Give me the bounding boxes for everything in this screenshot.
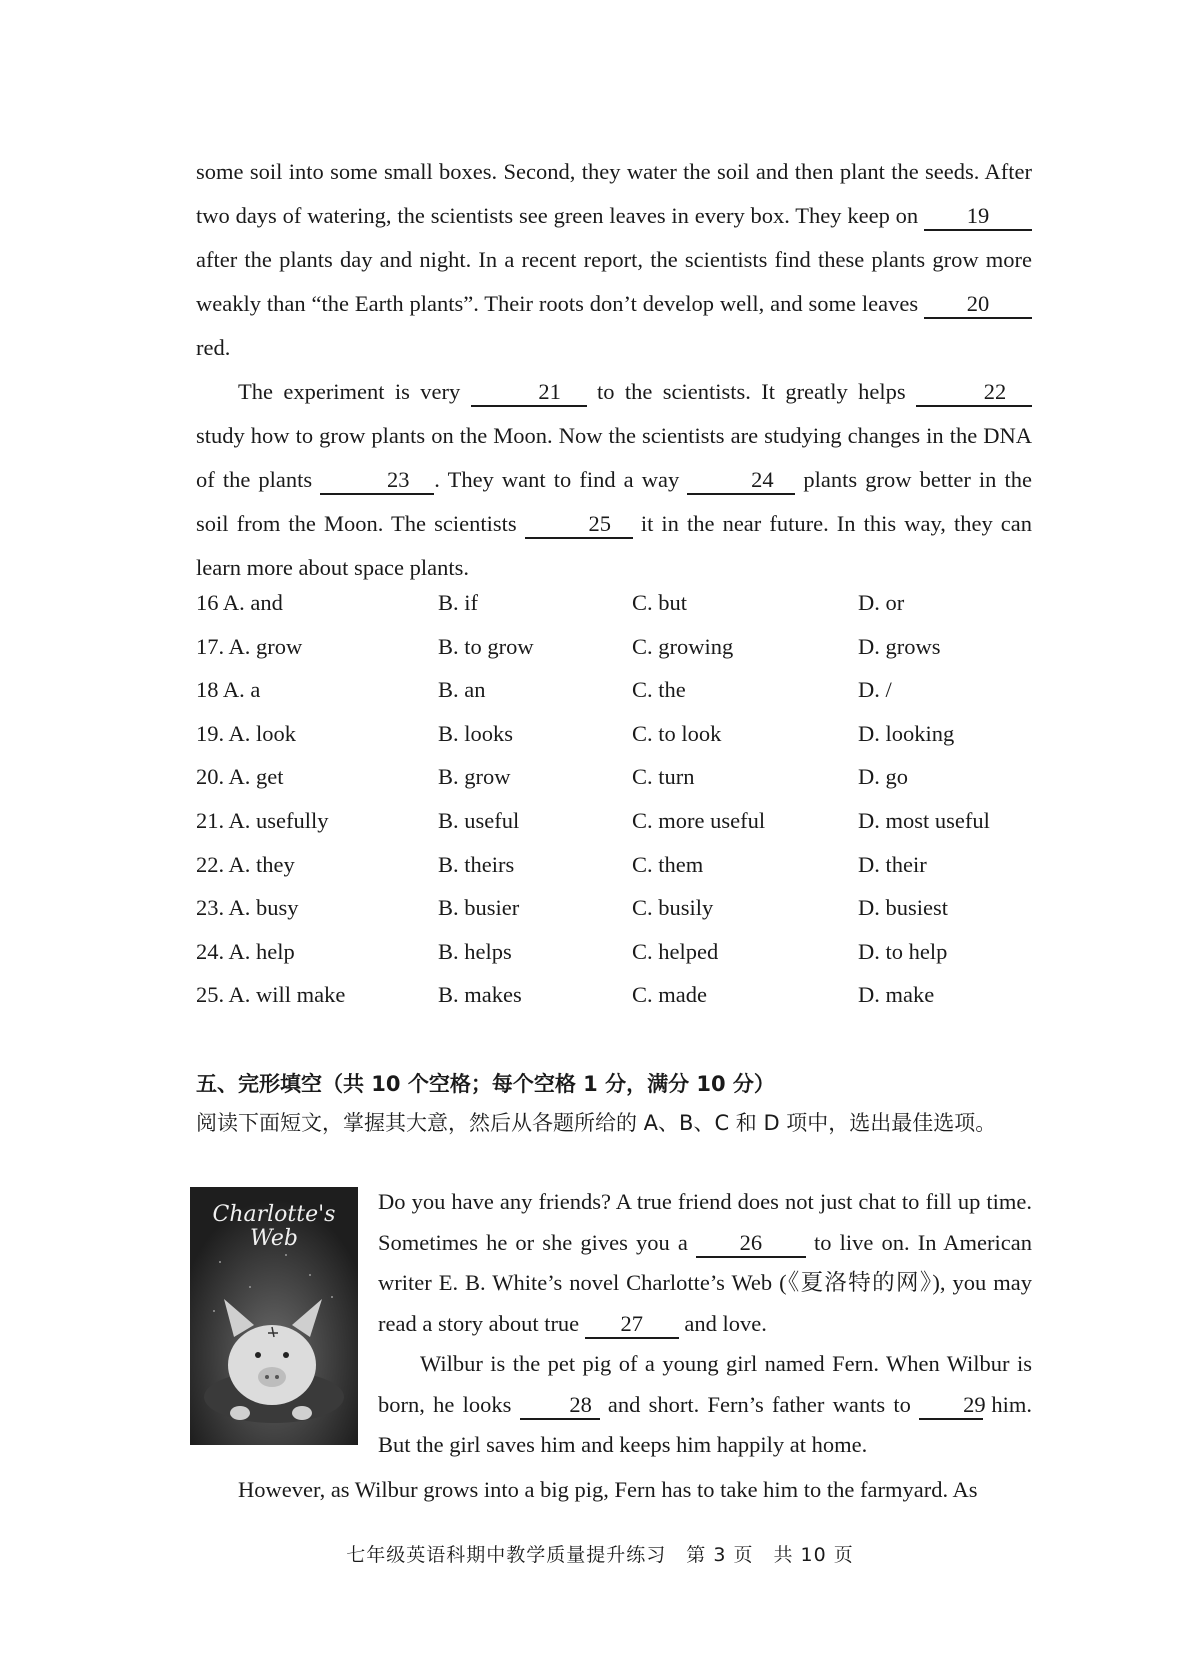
option-b: B. helps: [438, 938, 512, 964]
option-c: C. turn: [632, 764, 695, 790]
option-d: D. looking: [858, 720, 955, 746]
option-b: B. useful: [438, 807, 520, 833]
option-a: 18 A. a: [196, 677, 261, 703]
option-a: 25. A. will make: [196, 982, 346, 1008]
answer-blank: 24: [687, 467, 795, 495]
option-b: B. if: [438, 590, 479, 615]
option-c: C. them: [632, 851, 704, 877]
option-c: C. helped: [632, 938, 719, 964]
book-poster-image: [190, 1187, 358, 1445]
option-d: D. most useful: [858, 807, 990, 833]
answer-blank: 22: [916, 379, 1032, 407]
option-d: D. their: [858, 851, 927, 877]
option-b: B. busier: [438, 895, 520, 921]
passage-paragraph-1: [196, 150, 1032, 590]
option-a: 22. A. they: [196, 851, 295, 877]
option-b: B. makes: [438, 982, 522, 1008]
answer-blank: 19: [924, 203, 1032, 231]
story-continuation: However, as Wilbur grows into a big pig, Fern has to take him to the farmyard. As: [238, 1477, 978, 1502]
page-footer: 七年级英语科期中教学质量提升练习 第 3 页 共 10 页: [346, 1544, 854, 1566]
passage-text: plants grow better in the soil from the Moon. The scientists: [196, 467, 1032, 536]
option-row: [196, 939, 1036, 983]
option-row: [196, 634, 1036, 678]
answer-blank: 21: [471, 379, 587, 407]
option-row: [196, 852, 1036, 896]
answer-blank: 27: [585, 1311, 679, 1339]
option-row: [196, 590, 1036, 634]
option-c: C. but: [632, 590, 688, 615]
option-row: [196, 808, 1036, 852]
answer-blank: 28: [520, 1392, 600, 1420]
passage-text: it in the near future. In this way, they can learn more about space plants.: [196, 511, 1033, 580]
passage-text: . They want to find a way: [434, 467, 680, 492]
passage-text: The experiment is very: [238, 379, 461, 404]
option-d: D. busiest: [858, 895, 948, 921]
section-instruction: 阅读下面短文，掌握其大意，然后从各题所给的 A、B、C 和 D 项中，选出最佳选项。: [196, 1111, 997, 1135]
answer-blank: 25: [525, 511, 633, 539]
option-c: C. busily: [632, 895, 714, 921]
passage-text: and love.: [684, 1310, 767, 1336]
answer-blank: 29: [919, 1392, 983, 1420]
option-row: [196, 677, 1036, 721]
passage-text: after the plants day and night. In a recent report, the scientists find these plants grow more weakly than “the Earth plants”. Their roots don’t develop well, and some leaves: [196, 247, 1032, 316]
option-b: B. to grow: [438, 633, 534, 659]
option-d: D. /: [858, 677, 892, 703]
story-text: [378, 1182, 1032, 1466]
option-c: C. more useful: [632, 807, 766, 833]
passage-text: to the scientists. It greatly helps: [597, 379, 906, 404]
option-a: 17. A. grow: [196, 633, 303, 659]
option-a: 23. A. busy: [196, 895, 299, 921]
answer-blank: 26: [696, 1230, 806, 1258]
option-d: D. to help: [858, 938, 948, 964]
option-a: 16 A. and: [196, 590, 283, 615]
option-d: D. make: [858, 982, 935, 1008]
passage-text: red.: [196, 335, 231, 360]
passage-text: to live on. In American writer E. B. White’s novel Charlotte’s Web (《夏洛特的网》), you may read a story about true: [378, 1229, 1033, 1336]
option-b: B. grow: [438, 764, 511, 790]
section-title: 五、完形填空（共 10 个空格；每个空格 1 分，满分 10 分）: [196, 1072, 775, 1096]
option-c: C. growing: [632, 633, 734, 659]
option-a: 24. A. help: [196, 938, 295, 964]
answer-blank: 23: [320, 467, 434, 495]
passage-text: some soil into some small boxes. Second, they water the soil and then plant the seeds. After two days of watering, the scientists see green leaves in every box. They keep on: [196, 159, 1032, 228]
passage-text: Wilbur is the pet pig of a young girl named Fern. When Wilbur is born, he looks: [378, 1351, 1032, 1417]
passage-text: and short. Fern’s father wants to: [607, 1391, 911, 1417]
passage-text: study how to grow plants on the Moon. Now the scientists are studying changes in the DNA of the plants: [196, 423, 1032, 492]
option-a: 20. A. get: [196, 764, 284, 790]
answer-options-table: [196, 590, 1036, 1026]
option-d: D. go: [858, 764, 908, 790]
option-row: [196, 764, 1036, 808]
passage-text: him. But the girl saves him and keeps him happily at home.: [378, 1391, 1033, 1457]
option-row: [196, 982, 1036, 1026]
option-row: [196, 895, 1036, 939]
option-a: 19. A. look: [196, 720, 297, 746]
poster-title: Charlotte's Web: [212, 1202, 336, 1251]
passage-text: Do you have any friends? A true friend does not just chat to fill up time. Sometimes he or she gives you a: [378, 1189, 1032, 1255]
option-b: B. looks: [438, 720, 514, 746]
option-d: D. or: [858, 590, 905, 615]
option-b: B. an: [438, 677, 486, 703]
answer-blank: 20: [924, 291, 1032, 319]
option-a: 21. A. usefully: [196, 807, 329, 833]
option-c: C. made: [632, 982, 707, 1008]
option-c: C. to look: [632, 720, 722, 746]
option-c: C. the: [632, 677, 686, 703]
option-d: D. grows: [858, 633, 941, 659]
option-row: [196, 721, 1036, 765]
option-b: B. theirs: [438, 851, 515, 877]
